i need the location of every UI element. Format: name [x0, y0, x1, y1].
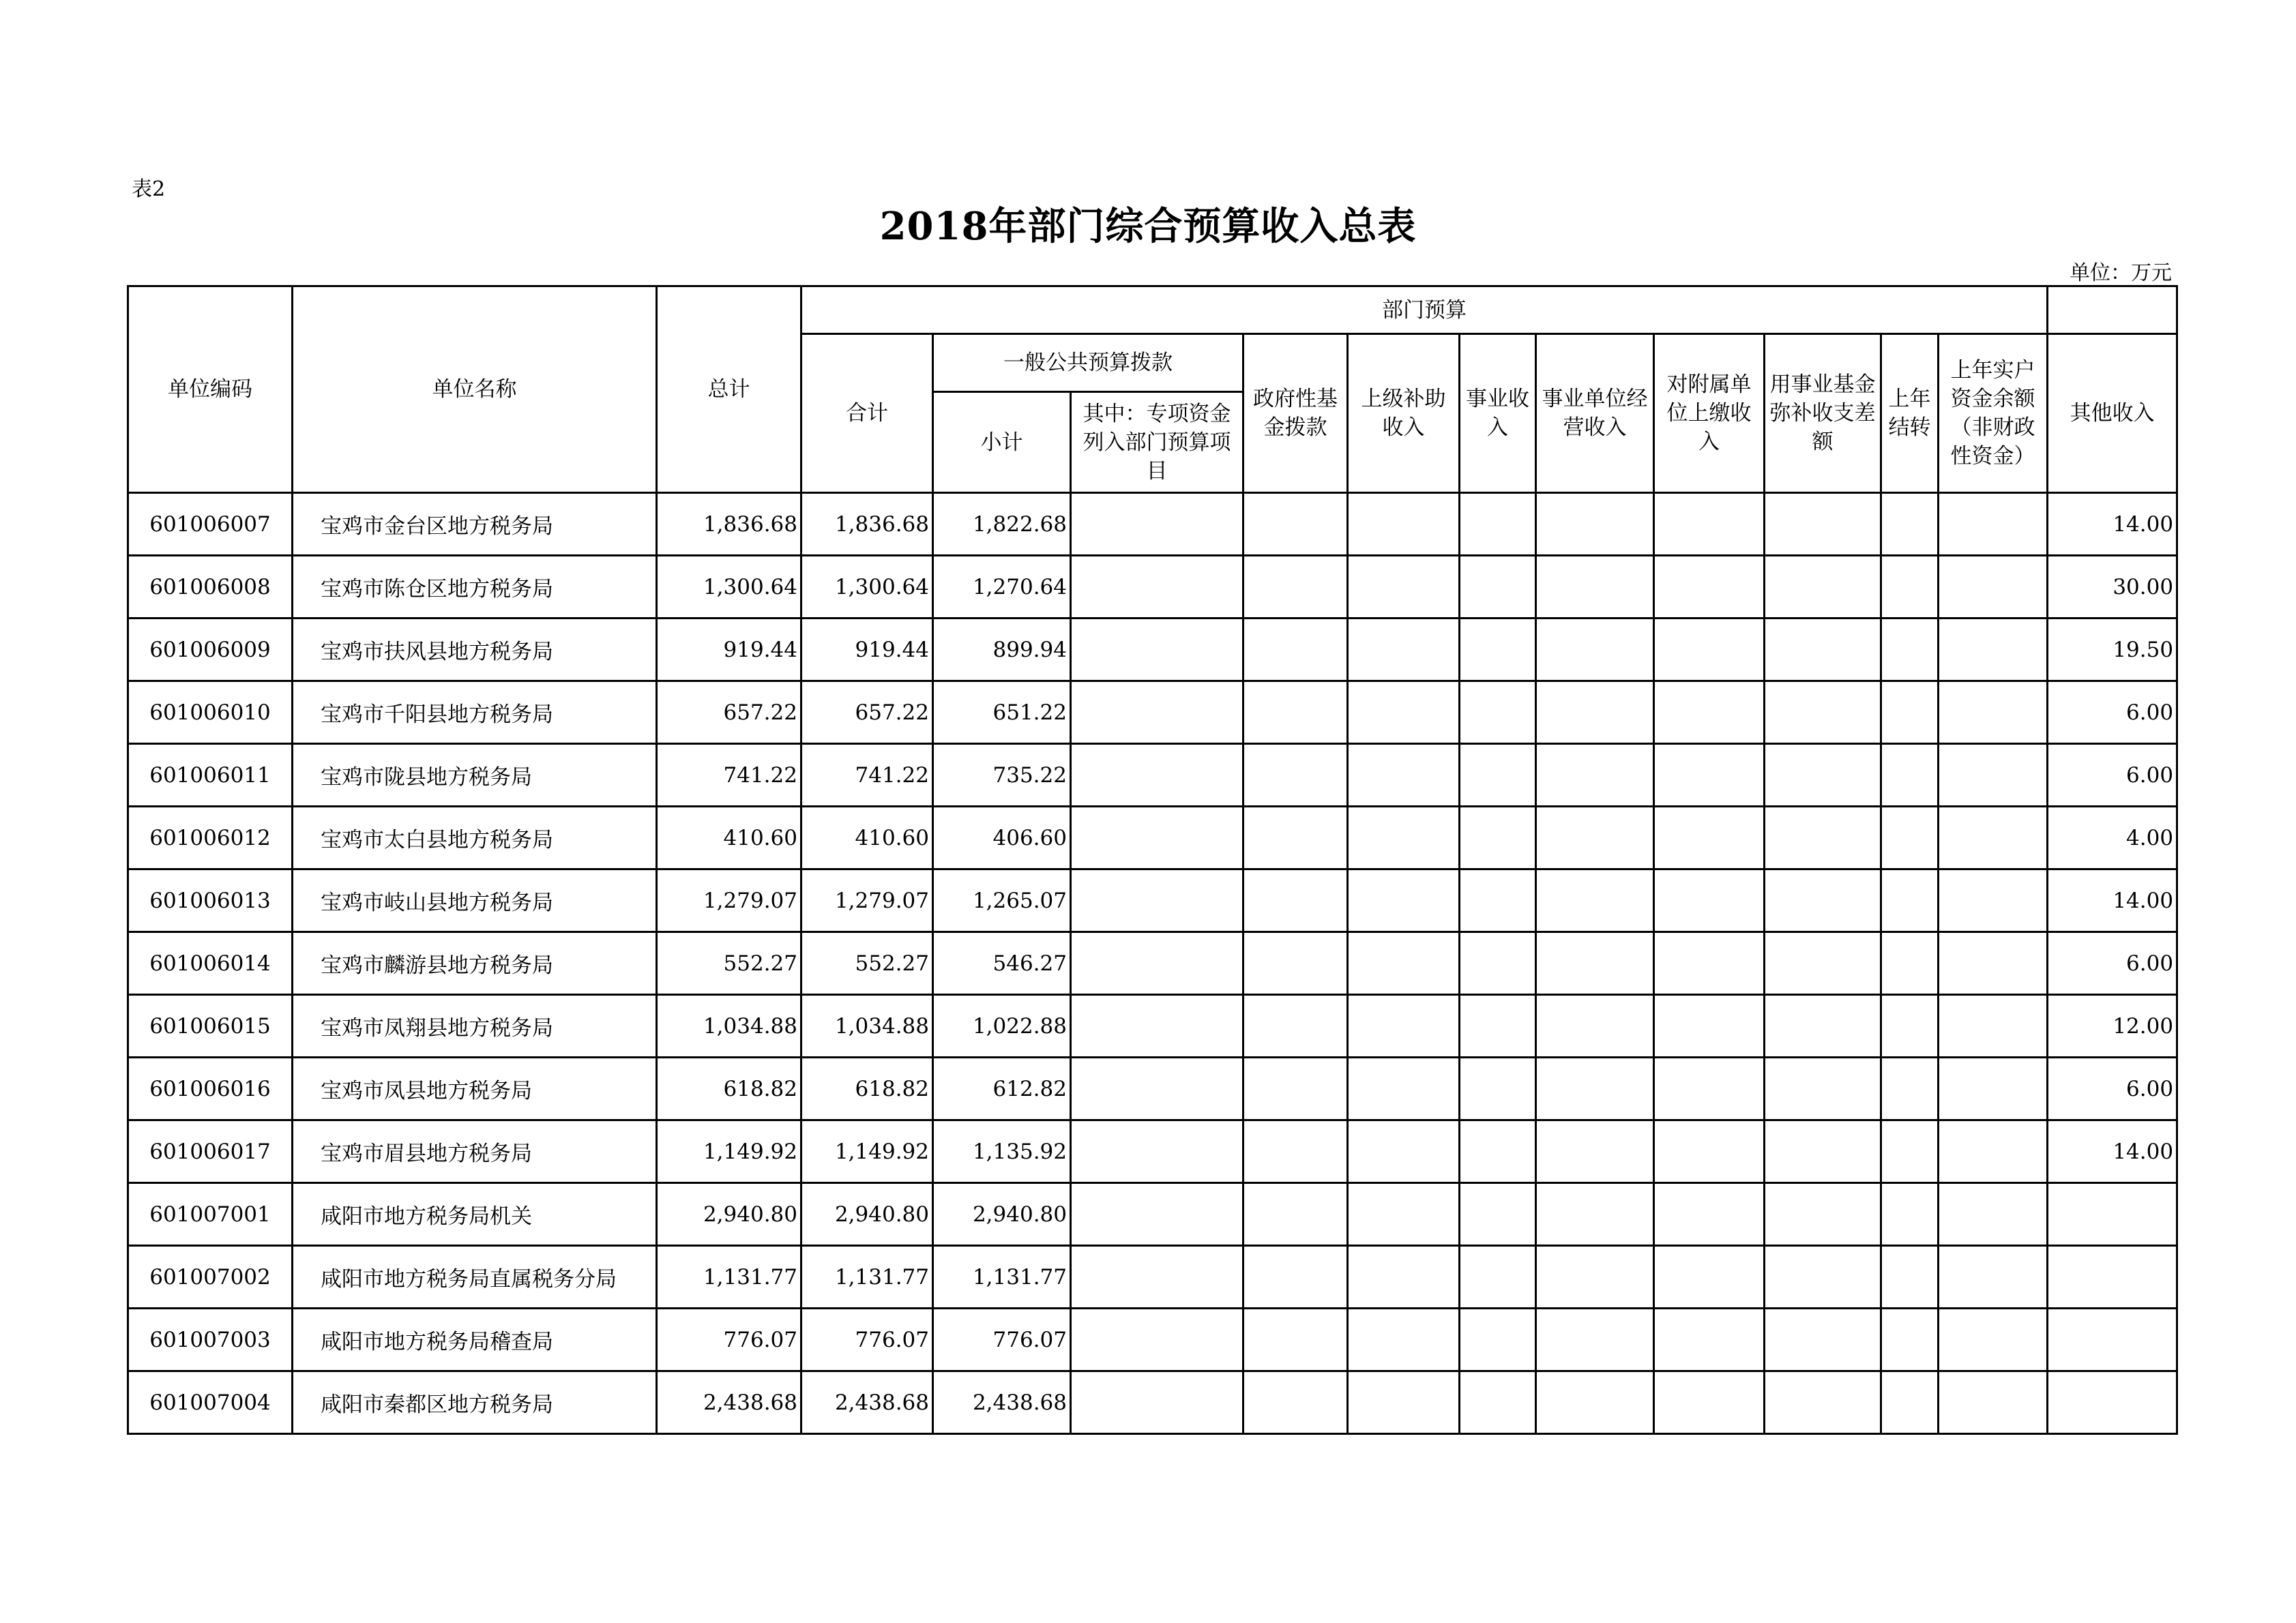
cell-name: 宝鸡市金台区地方税务局	[293, 493, 657, 556]
cell-subordinate-income	[1654, 1120, 1765, 1183]
cell-carryover	[1881, 744, 1939, 807]
table-row	[128, 1120, 2177, 1183]
cell-code: 601006016	[128, 1058, 293, 1120]
cell-subordinate-income	[1654, 619, 1765, 681]
table-row	[128, 1371, 2177, 1434]
cell-subordinate-income	[1654, 681, 1765, 744]
cell-business-fund	[1765, 1246, 1881, 1309]
cell-sum: 1,279.07	[801, 869, 933, 932]
cell-superior-subsidy	[1348, 1246, 1460, 1309]
header-code: 单位编码	[128, 286, 293, 493]
cell-subordinate-income	[1654, 1309, 1765, 1371]
cell-business-operating	[1536, 619, 1654, 681]
cell-subtotal: 1,135.92	[933, 1120, 1071, 1183]
cell-code: 601006007	[128, 493, 293, 556]
cell-subtotal: 2,940.80	[933, 1183, 1071, 1246]
cell-special-funds	[1071, 1058, 1243, 1120]
cell-sum: 1,034.88	[801, 995, 933, 1058]
cell-gov-fund	[1243, 995, 1348, 1058]
cell-business-income	[1460, 1371, 1536, 1434]
cell-business-income	[1460, 869, 1536, 932]
cell-balance	[1939, 932, 2048, 995]
cell-business-income	[1460, 932, 1536, 995]
header-general-public: 一般公共预算拨款	[933, 334, 1243, 392]
cell-gov-fund	[1243, 681, 1348, 744]
header-blank	[2048, 286, 2177, 334]
unit-label: 单位：万元	[2070, 261, 2172, 285]
cell-gov-fund	[1243, 807, 1348, 869]
cell-business-fund	[1765, 493, 1881, 556]
cell-business-fund	[1765, 1058, 1881, 1120]
cell-business-fund	[1765, 807, 1881, 869]
cell-other-income: 6.00	[2048, 1058, 2177, 1120]
cell-carryover	[1881, 1309, 1939, 1371]
cell-business-fund	[1765, 619, 1881, 681]
cell-gov-fund	[1243, 744, 1348, 807]
cell-code: 601007001	[128, 1183, 293, 1246]
cell-business-operating	[1536, 807, 1654, 869]
cell-other-income: 14.00	[2048, 493, 2177, 556]
cell-superior-subsidy	[1348, 1309, 1460, 1371]
cell-name: 咸阳市地方税务局稽查局	[293, 1309, 657, 1371]
table-row	[128, 1058, 2177, 1120]
table-row	[128, 619, 2177, 681]
cell-code: 601006009	[128, 619, 293, 681]
cell-business-income	[1460, 744, 1536, 807]
cell-business-income	[1460, 1309, 1536, 1371]
cell-total: 2,438.68	[657, 1371, 801, 1434]
cell-business-income	[1460, 1183, 1536, 1246]
cell-total: 1,300.64	[657, 556, 801, 619]
cell-name: 宝鸡市太白县地方税务局	[293, 807, 657, 869]
cell-name: 宝鸡市千阳县地方税务局	[293, 681, 657, 744]
cell-subtotal: 1,265.07	[933, 869, 1071, 932]
cell-business-income	[1460, 995, 1536, 1058]
cell-other-income: 30.00	[2048, 556, 2177, 619]
cell-balance	[1939, 1309, 2048, 1371]
cell-special-funds	[1071, 869, 1243, 932]
header-balance: 上年实户资金余额（非财政性资金）	[1939, 334, 2048, 493]
cell-code: 601006011	[128, 744, 293, 807]
cell-business-fund	[1765, 1371, 1881, 1434]
table-row	[128, 1183, 2177, 1246]
cell-other-income: 19.50	[2048, 619, 2177, 681]
cell-business-fund	[1765, 1183, 1881, 1246]
cell-superior-subsidy	[1348, 493, 1460, 556]
cell-subtotal: 1,131.77	[933, 1246, 1071, 1309]
table-row	[128, 744, 2177, 807]
cell-superior-subsidy	[1348, 995, 1460, 1058]
cell-special-funds	[1071, 619, 1243, 681]
header-gov-fund: 政府性基金拨款	[1243, 334, 1348, 493]
table-row	[128, 556, 2177, 619]
cell-business-income	[1460, 493, 1536, 556]
cell-balance	[1939, 1120, 2048, 1183]
header-business-income: 事业收入	[1460, 334, 1536, 493]
cell-business-fund	[1765, 1120, 1881, 1183]
cell-total: 1,131.77	[657, 1246, 801, 1309]
cell-gov-fund	[1243, 1309, 1348, 1371]
cell-other-income	[2048, 1371, 2177, 1434]
cell-subordinate-income	[1654, 493, 1765, 556]
cell-other-income	[2048, 1246, 2177, 1309]
cell-special-funds	[1071, 932, 1243, 995]
cell-sum: 741.22	[801, 744, 933, 807]
cell-business-operating	[1536, 1120, 1654, 1183]
cell-special-funds	[1071, 556, 1243, 619]
cell-gov-fund	[1243, 556, 1348, 619]
cell-business-operating	[1536, 1371, 1654, 1434]
cell-subtotal: 651.22	[933, 681, 1071, 744]
cell-balance	[1939, 1058, 2048, 1120]
cell-subtotal: 2,438.68	[933, 1371, 1071, 1434]
cell-subtotal: 899.94	[933, 619, 1071, 681]
cell-special-funds	[1071, 807, 1243, 869]
cell-name: 宝鸡市陇县地方税务局	[293, 744, 657, 807]
cell-carryover	[1881, 619, 1939, 681]
cell-subordinate-income	[1654, 744, 1765, 807]
cell-business-fund	[1765, 681, 1881, 744]
cell-sum: 1,149.92	[801, 1120, 933, 1183]
cell-superior-subsidy	[1348, 1058, 1460, 1120]
cell-business-operating	[1536, 1058, 1654, 1120]
cell-balance	[1939, 493, 2048, 556]
cell-superior-subsidy	[1348, 619, 1460, 681]
cell-business-operating	[1536, 869, 1654, 932]
cell-subtotal: 612.82	[933, 1058, 1071, 1120]
cell-carryover	[1881, 1183, 1939, 1246]
cell-total: 657.22	[657, 681, 801, 744]
cell-gov-fund	[1243, 493, 1348, 556]
header-other-income: 其他收入	[2048, 334, 2177, 493]
cell-gov-fund	[1243, 869, 1348, 932]
cell-subordinate-income	[1654, 995, 1765, 1058]
cell-sum: 2,940.80	[801, 1183, 933, 1246]
cell-carryover	[1881, 681, 1939, 744]
cell-business-income	[1460, 807, 1536, 869]
cell-business-income	[1460, 1120, 1536, 1183]
table-row	[128, 869, 2177, 932]
cell-sum: 1,300.64	[801, 556, 933, 619]
cell-total: 919.44	[657, 619, 801, 681]
cell-balance	[1939, 744, 2048, 807]
cell-balance	[1939, 1246, 2048, 1309]
table-header	[128, 286, 2177, 493]
cell-subordinate-income	[1654, 1058, 1765, 1120]
cell-name: 宝鸡市陈仓区地方税务局	[293, 556, 657, 619]
cell-total: 552.27	[657, 932, 801, 995]
cell-balance	[1939, 1371, 2048, 1434]
cell-superior-subsidy	[1348, 869, 1460, 932]
cell-superior-subsidy	[1348, 1183, 1460, 1246]
cell-special-funds	[1071, 1183, 1243, 1246]
cell-total: 776.07	[657, 1309, 801, 1371]
cell-superior-subsidy	[1348, 932, 1460, 995]
cell-subtotal: 406.60	[933, 807, 1071, 869]
cell-name: 宝鸡市凤县地方税务局	[293, 1058, 657, 1120]
cell-gov-fund	[1243, 1183, 1348, 1246]
cell-name: 咸阳市秦都区地方税务局	[293, 1371, 657, 1434]
cell-name: 宝鸡市岐山县地方税务局	[293, 869, 657, 932]
cell-balance	[1939, 807, 2048, 869]
cell-other-income: 6.00	[2048, 681, 2177, 744]
cell-gov-fund	[1243, 1058, 1348, 1120]
cell-subordinate-income	[1654, 869, 1765, 932]
cell-superior-subsidy	[1348, 1120, 1460, 1183]
cell-sum: 776.07	[801, 1309, 933, 1371]
budget-table	[127, 285, 2178, 1435]
cell-gov-fund	[1243, 1246, 1348, 1309]
cell-special-funds	[1071, 1246, 1243, 1309]
cell-gov-fund	[1243, 932, 1348, 995]
cell-balance	[1939, 1183, 2048, 1246]
cell-other-income	[2048, 1309, 2177, 1371]
cell-code: 601006014	[128, 932, 293, 995]
cell-name: 咸阳市地方税务局机关	[293, 1183, 657, 1246]
cell-business-fund	[1765, 932, 1881, 995]
cell-business-fund	[1765, 869, 1881, 932]
cell-code: 601006015	[128, 995, 293, 1058]
cell-carryover	[1881, 869, 1939, 932]
cell-business-income	[1460, 1058, 1536, 1120]
header-business-operating: 事业单位经营收入	[1536, 334, 1654, 493]
cell-total: 2,940.80	[657, 1183, 801, 1246]
cell-subordinate-income	[1654, 1183, 1765, 1246]
cell-sum: 410.60	[801, 807, 933, 869]
cell-superior-subsidy	[1348, 744, 1460, 807]
cell-business-fund	[1765, 1309, 1881, 1371]
cell-special-funds	[1071, 744, 1243, 807]
cell-total: 1,279.07	[657, 869, 801, 932]
cell-carryover	[1881, 1120, 1939, 1183]
header-carryover: 上年结转	[1881, 334, 1939, 493]
header-superior-subsidy: 上级补助收入	[1348, 334, 1460, 493]
cell-superior-subsidy	[1348, 807, 1460, 869]
cell-balance	[1939, 619, 2048, 681]
cell-special-funds	[1071, 681, 1243, 744]
cell-total: 410.60	[657, 807, 801, 869]
cell-carryover	[1881, 932, 1939, 995]
page-title: 2018年部门综合预算收入总表	[879, 204, 1417, 249]
cell-sum: 1,836.68	[801, 493, 933, 556]
cell-sum: 1,131.77	[801, 1246, 933, 1309]
cell-business-operating	[1536, 1309, 1654, 1371]
cell-carryover	[1881, 493, 1939, 556]
cell-subtotal: 735.22	[933, 744, 1071, 807]
table-body	[128, 493, 2177, 1434]
cell-carryover	[1881, 1058, 1939, 1120]
cell-code: 601007002	[128, 1246, 293, 1309]
cell-carryover	[1881, 556, 1939, 619]
cell-business-fund	[1765, 744, 1881, 807]
cell-carryover	[1881, 995, 1939, 1058]
table-row	[128, 932, 2177, 995]
cell-code: 601006013	[128, 869, 293, 932]
header-special-funds: 其中：专项资金列入部门预算项目	[1071, 392, 1243, 493]
header-subordinate-income: 对附属单位上缴收入	[1654, 334, 1765, 493]
cell-name: 宝鸡市麟游县地方税务局	[293, 932, 657, 995]
cell-subordinate-income	[1654, 1246, 1765, 1309]
cell-gov-fund	[1243, 1371, 1348, 1434]
cell-total: 618.82	[657, 1058, 801, 1120]
cell-other-income: 6.00	[2048, 744, 2177, 807]
cell-name: 宝鸡市凤翔县地方税务局	[293, 995, 657, 1058]
cell-code: 601006008	[128, 556, 293, 619]
cell-superior-subsidy	[1348, 1371, 1460, 1434]
cell-business-income	[1460, 619, 1536, 681]
cell-sum: 618.82	[801, 1058, 933, 1120]
cell-total: 741.22	[657, 744, 801, 807]
cell-name: 宝鸡市眉县地方税务局	[293, 1120, 657, 1183]
cell-sum: 919.44	[801, 619, 933, 681]
cell-subtotal: 1,270.64	[933, 556, 1071, 619]
cell-special-funds	[1071, 1309, 1243, 1371]
cell-total: 1,836.68	[657, 493, 801, 556]
cell-subordinate-income	[1654, 932, 1765, 995]
cell-code: 601006017	[128, 1120, 293, 1183]
cell-total: 1,034.88	[657, 995, 801, 1058]
cell-business-operating	[1536, 744, 1654, 807]
cell-subtotal: 1,022.88	[933, 995, 1071, 1058]
table-row	[128, 995, 2177, 1058]
cell-subtotal: 1,822.68	[933, 493, 1071, 556]
table-row	[128, 1246, 2177, 1309]
cell-carryover	[1881, 1371, 1939, 1434]
header-dept-budget: 部门预算	[801, 286, 2048, 334]
header-business-fund: 用事业基金弥补收支差额	[1765, 334, 1881, 493]
cell-name: 宝鸡市扶风县地方税务局	[293, 619, 657, 681]
cell-business-income	[1460, 1246, 1536, 1309]
cell-carryover	[1881, 1246, 1939, 1309]
header-subtotal: 小计	[933, 392, 1071, 493]
cell-business-income	[1460, 681, 1536, 744]
cell-special-funds	[1071, 493, 1243, 556]
cell-other-income	[2048, 1183, 2177, 1246]
cell-balance	[1939, 556, 2048, 619]
cell-business-operating	[1536, 932, 1654, 995]
cell-business-operating	[1536, 1183, 1654, 1246]
table-row	[128, 493, 2177, 556]
cell-sum: 2,438.68	[801, 1371, 933, 1434]
cell-subordinate-income	[1654, 556, 1765, 619]
cell-gov-fund	[1243, 619, 1348, 681]
cell-subordinate-income	[1654, 1371, 1765, 1434]
cell-gov-fund	[1243, 1120, 1348, 1183]
header-sum: 合计	[801, 334, 933, 493]
cell-code: 601007003	[128, 1309, 293, 1371]
cell-code: 601006010	[128, 681, 293, 744]
cell-business-operating	[1536, 1246, 1654, 1309]
cell-other-income: 14.00	[2048, 869, 2177, 932]
cell-subtotal: 776.07	[933, 1309, 1071, 1371]
cell-other-income: 4.00	[2048, 807, 2177, 869]
cell-other-income: 14.00	[2048, 1120, 2177, 1183]
table-row	[128, 681, 2177, 744]
table-row	[128, 1309, 2177, 1371]
cell-sum: 552.27	[801, 932, 933, 995]
cell-balance	[1939, 995, 2048, 1058]
cell-subtotal: 546.27	[933, 932, 1071, 995]
cell-code: 601007004	[128, 1371, 293, 1434]
cell-business-fund	[1765, 995, 1881, 1058]
cell-balance	[1939, 869, 2048, 932]
table-row	[128, 807, 2177, 869]
header-name: 单位名称	[293, 286, 657, 493]
cell-other-income: 12.00	[2048, 995, 2177, 1058]
cell-superior-subsidy	[1348, 556, 1460, 619]
cell-special-funds	[1071, 1371, 1243, 1434]
header-total: 总计	[657, 286, 801, 493]
cell-total: 1,149.92	[657, 1120, 801, 1183]
cell-carryover	[1881, 807, 1939, 869]
cell-name: 咸阳市地方税务局直属税务分局	[293, 1246, 657, 1309]
cell-business-income	[1460, 556, 1536, 619]
table-number: 表2	[132, 177, 166, 201]
cell-business-operating	[1536, 493, 1654, 556]
cell-balance	[1939, 681, 2048, 744]
cell-code: 601006012	[128, 807, 293, 869]
cell-business-operating	[1536, 995, 1654, 1058]
cell-superior-subsidy	[1348, 681, 1460, 744]
cell-sum: 657.22	[801, 681, 933, 744]
cell-business-operating	[1536, 556, 1654, 619]
cell-business-operating	[1536, 681, 1654, 744]
cell-other-income: 6.00	[2048, 932, 2177, 995]
cell-special-funds	[1071, 1120, 1243, 1183]
cell-special-funds	[1071, 995, 1243, 1058]
cell-business-fund	[1765, 556, 1881, 619]
cell-subordinate-income	[1654, 807, 1765, 869]
